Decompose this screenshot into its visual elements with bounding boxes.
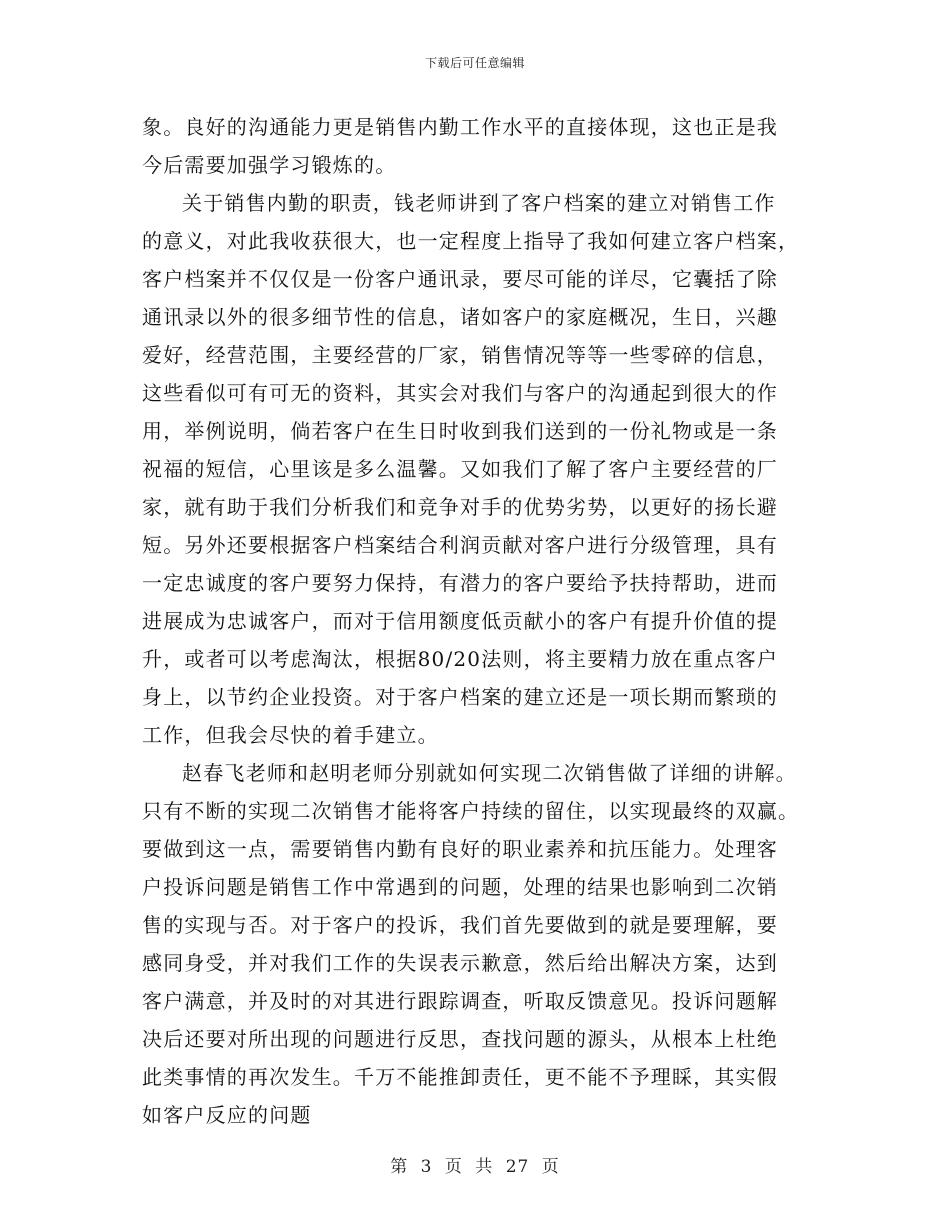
text-line: 家，就有助于我们分析我们和竞争对手的优势劣势，以更好的扬长避 bbox=[142, 495, 778, 519]
text-line: 祝福的短信，心里该是多么温馨。又如我们了解了客户主要经营的厂 bbox=[142, 457, 778, 481]
text-line: 升，或者可以考虑淘汰，根据80/20法则，将主要精力放在重点客户 bbox=[142, 647, 779, 671]
document-body bbox=[142, 108, 842, 1134]
text-line: 通讯录以外的很多细节性的信息，诸如客户的家庭概况，生日，兴趣 bbox=[142, 305, 778, 329]
text-line: 用，举例说明，倘若客户在生日时收到我们送到的一份礼物或是一条 bbox=[142, 419, 778, 443]
page-header: 下载后可任意编辑 bbox=[424, 56, 525, 70]
text-line: 一定忠诚度的客户要努力保持，有潜力的客户要给予扶持帮助，进而 bbox=[142, 571, 778, 595]
paragraph-start-line: 关于销售内勤的职责，钱老师讲到了客户档案的建立对销售工作 bbox=[182, 191, 776, 215]
paragraph-start-line: 赵春飞老师和赵明老师分别就如何实现二次销售做了详细的讲解。 bbox=[182, 761, 797, 785]
text-line: 要做到这一点，需要销售内勤有良好的职业素养和抗压能力。处理客 bbox=[142, 837, 778, 861]
text-line: 如客户反应的问题 bbox=[142, 1103, 312, 1127]
text-line: 客户满意，并及时的对其进行跟踪调查，听取反馈意见。投诉问题解 bbox=[142, 989, 778, 1013]
text-line: 售的实现与否。对于客户的投诉，我们首先要做到的就是要理解，要 bbox=[142, 913, 778, 937]
text-line: 进展成为忠诚客户，而对于信用额度低贡献小的客户有提升价值的提 bbox=[142, 609, 778, 633]
text-line: 此类事情的再次发生。千万不能推卸责任，更不能不予理睬，其实假 bbox=[142, 1065, 778, 1089]
text-line: 象。良好的沟通能力更是销售内勤工作水平的直接体现，这也正是我 bbox=[142, 115, 778, 139]
text-line: 今后需要加强学习锻炼的。 bbox=[142, 153, 397, 177]
text-line: 客户档案并不仅仅是一份客户通讯录，要尽可能的详尽，它囊括了除 bbox=[142, 267, 778, 291]
text-line: 工作，但我会尽快的着手建立。 bbox=[142, 723, 439, 747]
text-line: 这些看似可有可无的资料，其实会对我们与客户的沟通起到很大的作 bbox=[142, 381, 778, 405]
text-line: 决后还要对所出现的问题进行反思，查找问题的源头，从根本上杜绝 bbox=[142, 1027, 778, 1051]
text-line: 的意义，对此我收获很大，也一定程度上指导了我如何建立客户档案， bbox=[142, 229, 800, 253]
text-line: 感同身受，并对我们工作的失误表示歉意，然后给出解决方案，达到 bbox=[142, 951, 778, 975]
text-line: 爱好，经营范围，主要经营的厂家，销售情况等等一些零碎的信息， bbox=[142, 343, 778, 367]
text-line: 身上，以节约企业投资。对于客户档案的建立还是一项长期而繁琐的 bbox=[142, 685, 778, 709]
text-line: 短。另外还要根据客户档案结合利润贡献对客户进行分级管理，具有 bbox=[142, 533, 778, 557]
text-line: 只有不断的实现二次销售才能将客户持续的留住，以实现最终的双赢。 bbox=[142, 799, 800, 823]
text-line: 户投诉问题是销售工作中常遇到的问题，处理的结果也影响到二次销 bbox=[142, 875, 778, 899]
page-number-footer: 第 3 页 共 27 页 bbox=[390, 1157, 560, 1177]
